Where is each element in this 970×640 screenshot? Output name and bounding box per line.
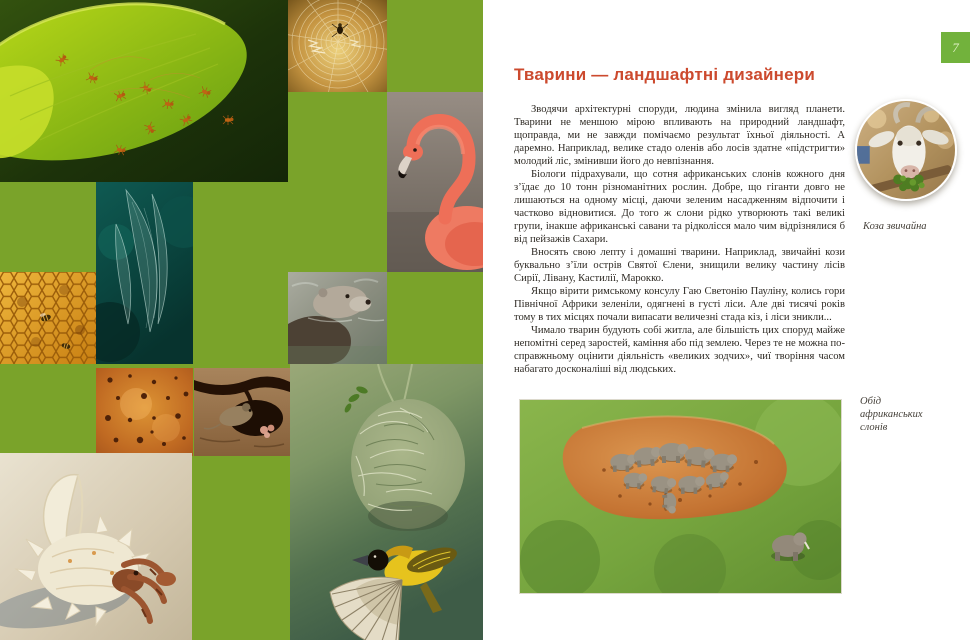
photo-flamingo [387, 92, 483, 272]
page-title: Тварини — ландшафтні дизайнери [514, 65, 815, 84]
goat-caption: Коза звичайна [863, 221, 927, 232]
right-page [483, 0, 970, 640]
photo-honeycomb [0, 272, 96, 364]
page-number-tab [941, 32, 970, 63]
paragraph: Якщо вірити римському консулу Гаю Светонію Пауліну, колись гори Північної Африки зеленіли, одягнені в густі ліси. Але дві тисячі років тому в тих місцях почали випасати величезні стада кіз, і ліси зникли... [514, 286, 845, 323]
photo-termite-texture [96, 368, 193, 456]
paragraph: Чимало тварин будують собі житла, але більшість цих споруд майже непомітні серед заростей, каміння або під землею. Через те не можна по-справжньому оцінити діяльність «великих зодчих», чиї творіння часом набагато досконаліші від людських. [514, 325, 845, 375]
elephants-caption: Обід африканських слонів [860, 396, 923, 433]
paragraph: Біологи підрахували, що сотня африканських слонів кожного дня з’їдає до 10 тонн різноманітних рослин. Добре, що гіганти довго не лишаються на одному місці, даючи зеленим насадженням відпочити і частково відновитися. До того ж слони рідко утворюють такі великі групи, інакше африканські савани та рідколісся мало чим відрізнялися б від пейзажів Сахари. [514, 169, 845, 245]
photo-ants-on-leaf [0, 0, 288, 182]
page-number: 7 [952, 39, 959, 55]
photo-hermit-crab-shell [0, 453, 192, 640]
photo-elephants [519, 399, 842, 594]
photo-weaver-bird-nest [290, 364, 483, 640]
body-text [514, 103, 845, 376]
goat-figure [855, 99, 957, 201]
photo-goat [855, 99, 957, 201]
left-page-collage [0, 0, 483, 640]
paragraph: Зводячи архітектурні споруди, людина змінила вигляд планети. Тварини не меншою мірою впливають на природний ландшафт, щоправда, ми не завжди помічаємо результат їхньої діяльності. А даремно. Наприклад, велике стадо оленів або лосів здатне «підстригти» молодий ліс, змінивши його до невпізнання. [514, 104, 845, 167]
photo-spider-web [288, 0, 387, 92]
photo-rodent-burrow [194, 368, 290, 456]
photo-otter [288, 272, 387, 364]
paragraph: Вносять свою лепту і домашні тварини. Наприклад, звичайні кози буквально з’їли острів Святої Єлени, знищили велику частину лісів Сирії, Лівану, Кастилії, Марокко. [514, 247, 845, 284]
photo-sea-creature [96, 182, 193, 364]
